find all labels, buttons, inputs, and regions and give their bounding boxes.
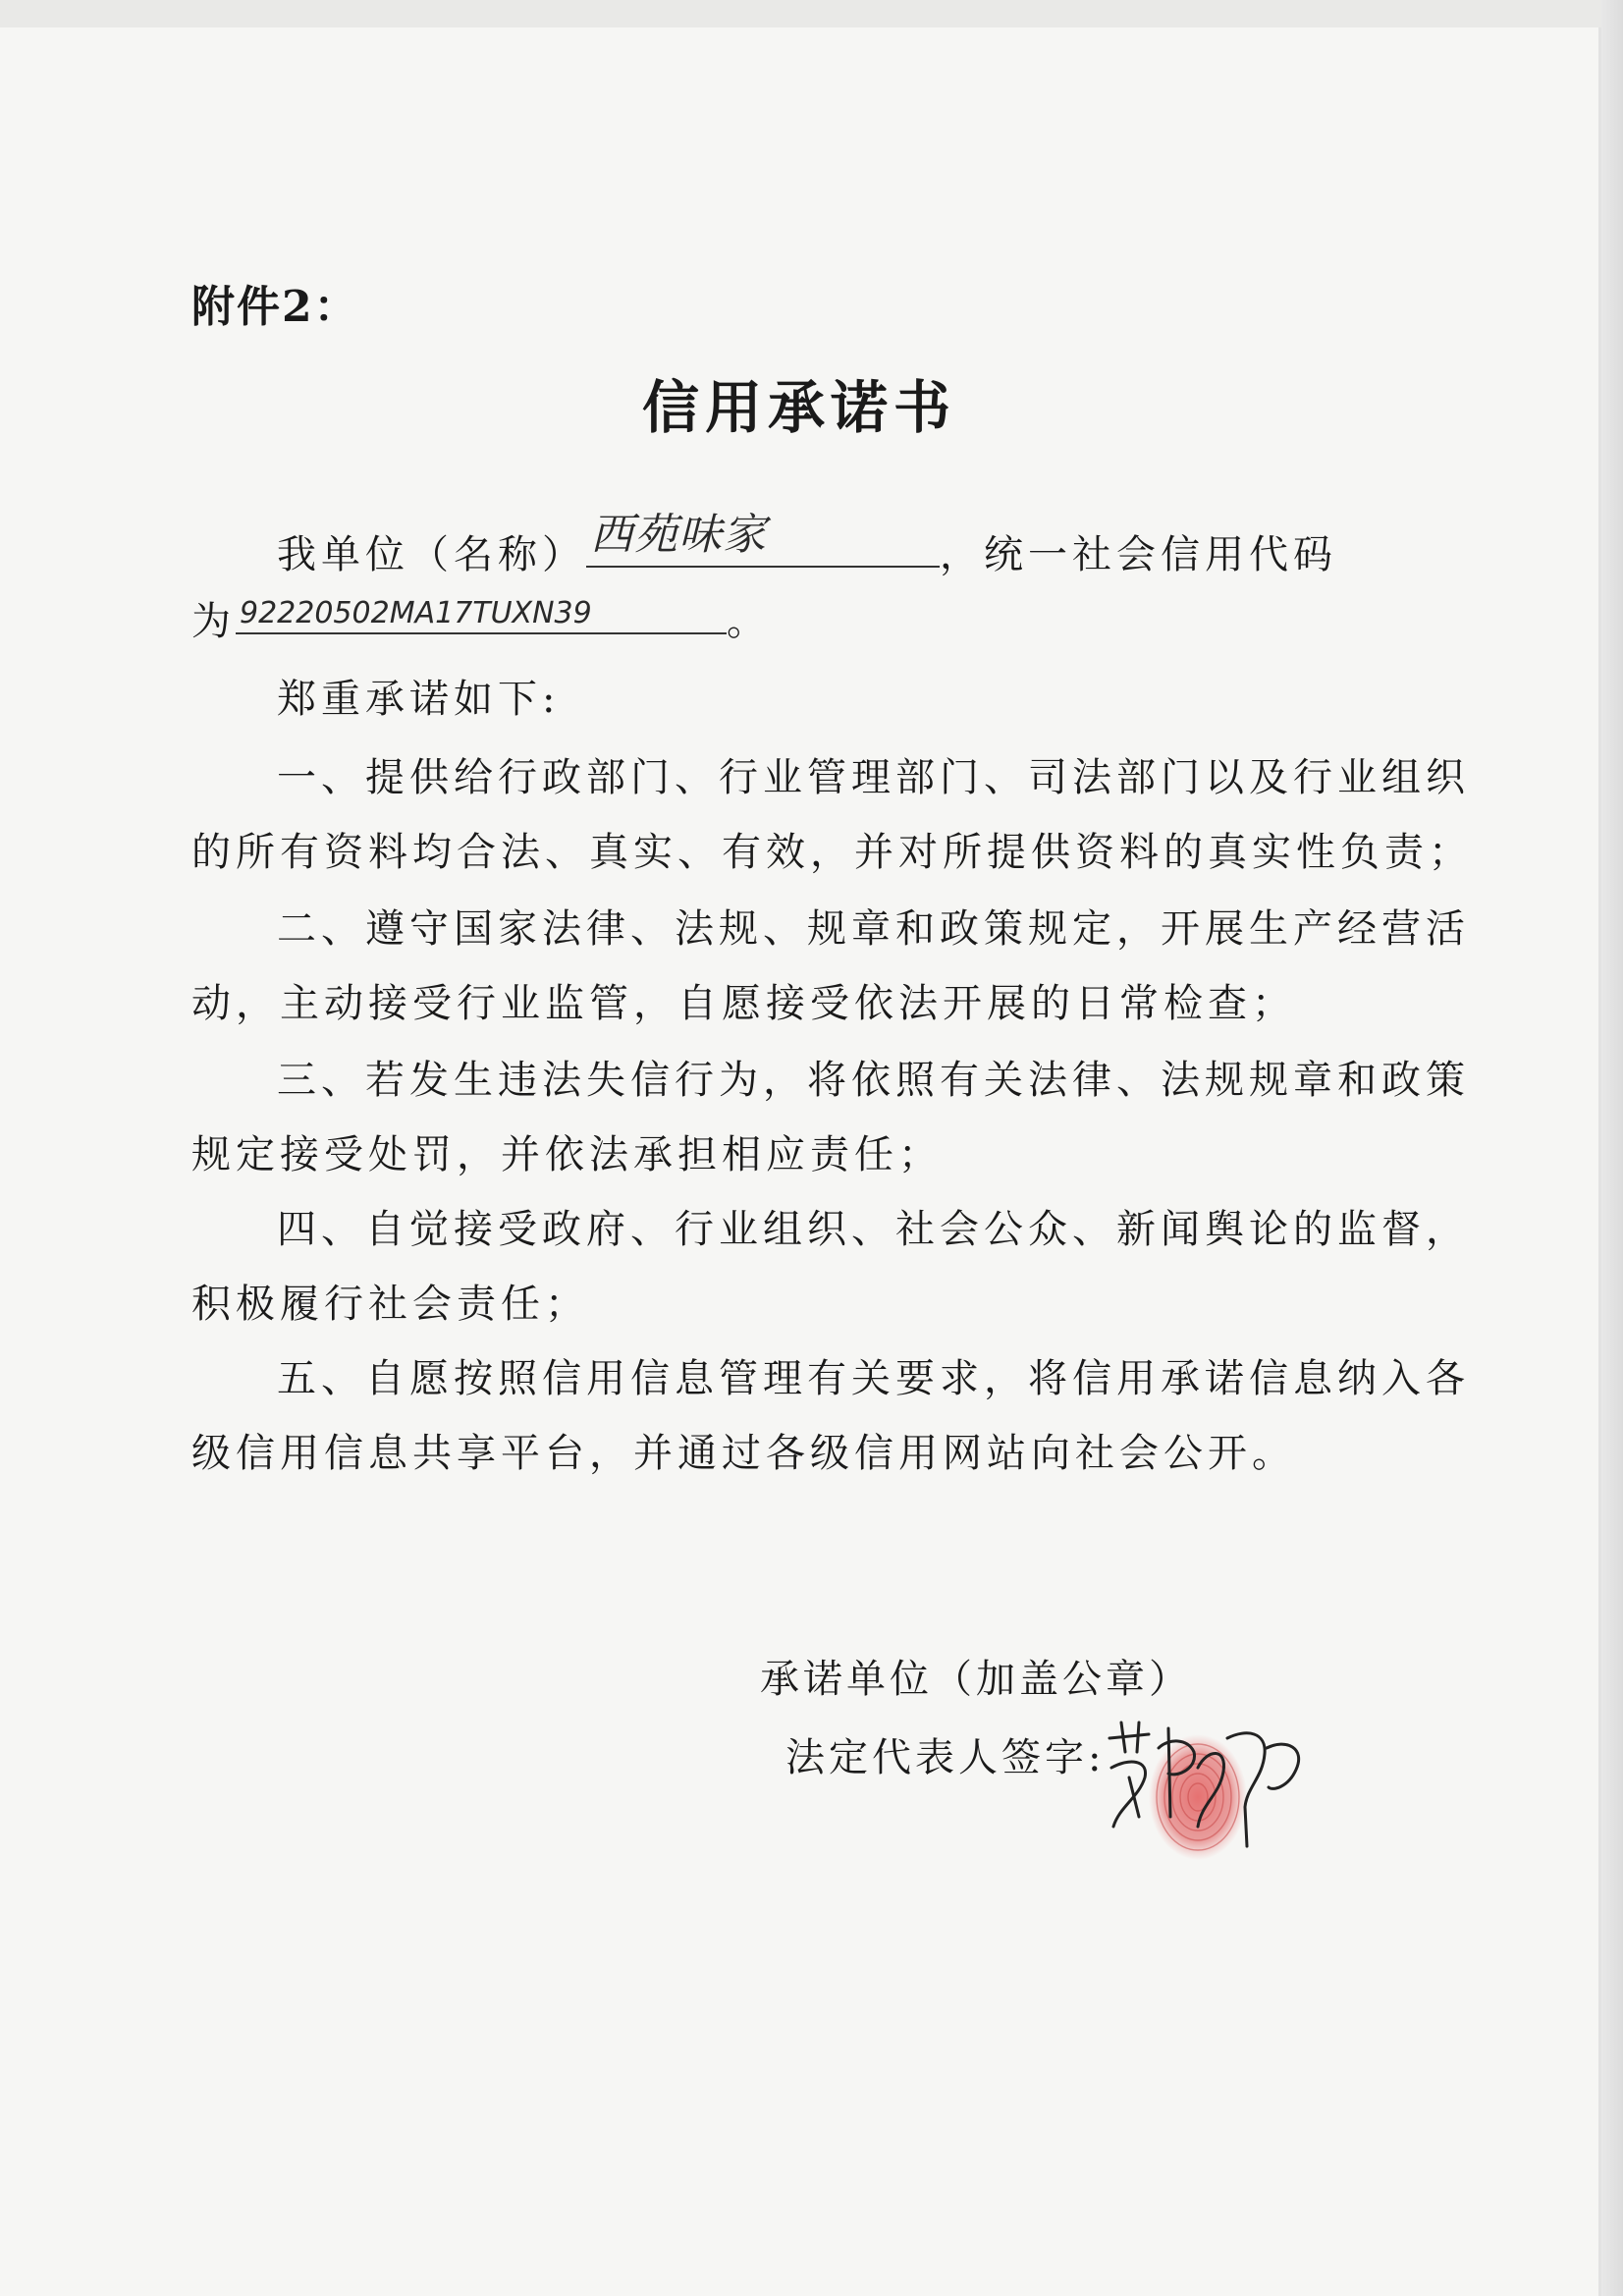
clause-3-line-1: 三、若发生违法失信行为，将依照有关法律、法规规章和政策 (277, 1058, 1470, 1103)
clause-5-line-1: 五、自愿按照信用信息管理有关要求，将信用承诺信息纳入各 (277, 1356, 1470, 1401)
scan-right-edge (1601, 0, 1623, 2296)
attachment-label: 附件2： (191, 282, 359, 332)
clause-2-line-2: 动，主动接受行业监管，自愿接受依法开展的日常检查； (191, 981, 1296, 1026)
credit-code-field (236, 589, 727, 634)
code-suffix: 。 (727, 599, 771, 644)
clause-4-line-2: 积极履行社会责任； (191, 1282, 589, 1327)
document-title: 信用承诺书 (641, 374, 956, 441)
handwritten-signature (1100, 1709, 1316, 1856)
clause-5-line-2: 级信用信息共享平台，并通过各级信用网站向社会公开。 (191, 1431, 1296, 1476)
legal-rep-label: 法定代表人签字: (785, 1735, 1106, 1780)
company-name-field (586, 510, 940, 568)
code-prefix: 为 (191, 599, 236, 644)
intro-suffix: ，统一社会信用代码 (940, 532, 1337, 577)
credit-code-handwritten: 92220502MA17TUXN39 (240, 596, 592, 630)
intro-line-2 (191, 589, 771, 646)
clause-1-line-2: 的所有资料均合法、真实、有效，并对所提供资料的真实性负责； (191, 830, 1473, 875)
clause-1-line-1: 一、提供给行政部门、行业管理部门、司法部门以及行业组织 (277, 755, 1470, 800)
commitment-unit-label: 承诺单位（加盖公章） (760, 1657, 1192, 1702)
clause-3-line-2: 规定接受处罚，并依法承担相应责任； (191, 1132, 943, 1177)
clause-4-line-1: 四、自觉接受政府、行业组织、社会公众、新闻舆论的监督， (277, 1207, 1470, 1252)
scan-top-edge (0, 0, 1623, 29)
company-name-handwritten: 西苑味家 (590, 510, 767, 560)
lead-text: 郑重承诺如下: (277, 677, 561, 722)
clause-2-line-1: 二、遵守国家法律、法规、规章和政策规定，开展生产经营活 (277, 906, 1470, 952)
intro-line-1 (277, 510, 1337, 579)
intro-prefix: 我单位（名称） (277, 532, 586, 577)
